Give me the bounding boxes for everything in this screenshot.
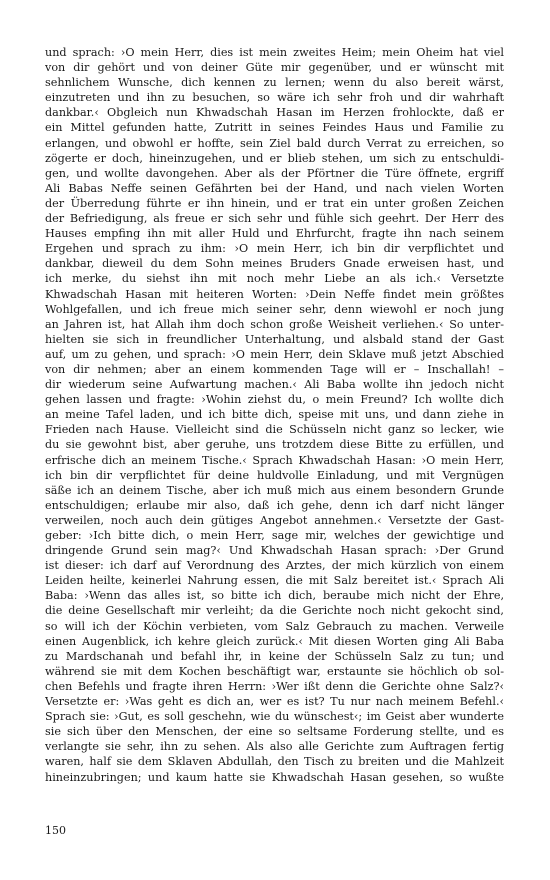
text-line: Khwadschah Hasan mit heiteren Worten: ›Dein Neffe findet mein größtes — [45, 287, 504, 301]
text-line: während sie mit dem Kochen beschäftigt war, erstaunte sie höchlich ob sol- — [45, 664, 504, 678]
text-line: gen, und wollte davongehen. Aber als der Pförtner die Türe öffnete, ergriff — [45, 166, 504, 180]
text-line: zu Mardschanah und befahl ihr, in keine der Schüsseln Salz zu tun; und — [45, 649, 504, 663]
text-line: dankbar, dieweil du dem Sohn meines Bruders Gnade erweisen hast, und — [45, 257, 504, 271]
text-line: an Jahren ist, hat Allah ihm doch schon große Weisheit verliehen.‹ So unter- — [45, 317, 504, 331]
text-line: einzutreten und ihn zu besuchen, so wäre ich sehr froh und dir wahrhaft — [45, 91, 504, 105]
text-line: gehen lassen und fragte: ›Wohin ziehst du, o mein Freund? Ich wollte dich — [45, 393, 504, 407]
text-line: ich bin dir verpflichtet für deine huldvolle Einladung, und mit Vergnügen — [45, 468, 504, 482]
text-line: auf, um zu gehen, und sprach: ›O mein Herr, dein Sklave muß jetzt Abschied — [45, 347, 504, 361]
text-line: geber: ›Ich bitte dich, o mein Herr, sage mir, welches der gewichtige und — [45, 529, 504, 542]
text-line: Versetzte er: ›Was geht es dich an, wer es ist? Tu nur nach meinem Befehl.‹ — [45, 695, 504, 709]
text-line: dankbar.‹ Obgleich nun Khwadschah Hasan im Herzen frohlockte, daß er — [45, 106, 504, 120]
text-line: säße ich an deinem Tische, aber ich muß mich aus einem besondern Grunde — [45, 483, 504, 497]
text-line: hielten sie sich in freundlicher Unterhaltung, und alsbald stand der Gast — [45, 332, 504, 346]
text-line: ist dieser: ich darf auf Verordnung des Arztes, der mich kürzlich von einem — [45, 559, 504, 573]
text-line: Leiden heilte, keinerlei Nahrung essen, die mit Salz bereitet ist.‹ Sprach Ali — [45, 574, 504, 588]
text-line: Sprach sie: ›Gut, es soll geschehn, wie du wünschest‹; im Geist aber wunderte — [45, 710, 504, 724]
text-line: von dir nehmen; aber an einem kommenden Tage will er – Inschallah! – — [45, 362, 504, 376]
text-line: sie sich über den Menschen, der eine so seltsame Forderung stellte, und es — [45, 725, 504, 739]
text-line: Baba: ›Wenn das alles ist, so bitte ich dich, beraube mich nicht der Ehre, — [45, 589, 504, 603]
text-line: von dir gehört und von deiner Güte mir gegenüber, und er wünscht mit — [45, 61, 504, 75]
text-line: verlangte sie sehr, ihn zu sehen. Als also alle Gerichte zum Auftragen fertig — [45, 740, 504, 754]
text-line: Frieden nach Hause. Vielleicht sind die Schüsseln nicht ganz so lecker, wie — [45, 423, 504, 437]
text-line: erfrische dich an meinem Tische.‹ Sprach Khwadschah Hasan: ›O mein Herr, — [45, 453, 504, 467]
text-line: und sprach: ›O mein Herr, dies ist mein zweites Heim; mein Oheim hat viel — [45, 46, 504, 59]
text-line: erlangen, und obwohl er hoffte, sein Ziel bald durch Verrat zu erreichen, so — [45, 136, 504, 150]
text-line: Ergehen und sprach zu ihm: ›O mein Herr, ich bin dir verpflichtet und — [45, 242, 504, 256]
body-text — [45, 45, 504, 785]
text-line: waren, half sie dem Sklaven Abdullah, den Tisch zu breiten und die Mahlzeit — [45, 755, 504, 769]
text-line: der Befriedigung, als freue er sich sehr und fühle sich geehrt. Der Herr des — [45, 212, 504, 226]
text-line: ein Mittel gefunden hatte, Zutritt in seines Feindes Haus und Familie zu — [45, 121, 504, 135]
text-line: Hauses empfing ihn mit aller Huld und Ehrfurcht, fragte ihn nach seinem — [45, 227, 504, 241]
text-line: hineinzubringen; und kaum hatte sie Khwadschah Hasan gesehen, so wußte — [45, 770, 504, 784]
text-line: zögerte er doch, hineinzugehen, und er blieb stehen, um sich zu entschuldi- — [45, 151, 504, 165]
text-line: verweilen, noch auch dein gütiges Angebot annehmen.‹ Versetzte der Gast- — [45, 513, 504, 527]
text-line: entschuldigen; erlaube mir also, daß ich gehe, denn ich darf nicht länger — [45, 498, 504, 512]
text-line: ich merke, du siehst ihn mit noch mehr Liebe an als ich.‹ Versetzte — [45, 272, 504, 286]
text-line: dringende Grund sein mag?‹ Und Khwadschah Hasan sprach: ›Der Grund — [45, 544, 504, 558]
text-line: sehnlichem Wunsche, dich kennen zu lernen; wenn du also bereit wärst, — [45, 76, 504, 90]
text-line: dir wiederum seine Aufwartung machen.‹ Ali Baba wollte ihn jedoch nicht — [45, 378, 504, 392]
page-number: 150 — [45, 824, 66, 837]
text-line: die deine Gesellschaft mir verleiht; da die Gerichte noch nicht gekocht sind, — [45, 604, 504, 618]
text-line: du sie gewohnt bist, aber geruhe, uns trotzdem diese Bitte zu erfüllen, und — [45, 438, 504, 452]
text-line: an meine Tafel laden, und ich bitte dich, speise mit uns, und dann ziehe in — [45, 408, 504, 422]
text-line: chen Befehls und fragte ihren Herrn: ›Wer ißt denn die Gerichte ohne Salz?‹ — [45, 679, 504, 693]
text-line: Wohlgefallen, und ich freue mich seiner sehr, denn wiewohl er noch jung — [45, 302, 504, 316]
text-line: einen Augenblick, ich kehre gleich zurück.‹ Mit diesen Worten ging Ali Baba — [45, 634, 504, 648]
text-line: der Überredung führte er ihn hinein, und er trat ein unter großen Zeichen — [45, 196, 504, 210]
text-line: Ali Babas Neffe seinen Gefährten bei der Hand, und nach vielen Worten — [45, 181, 504, 195]
text-line: so will ich der Köchin verbieten, vom Salz Gebrauch zu machen. Verweile — [45, 619, 504, 633]
